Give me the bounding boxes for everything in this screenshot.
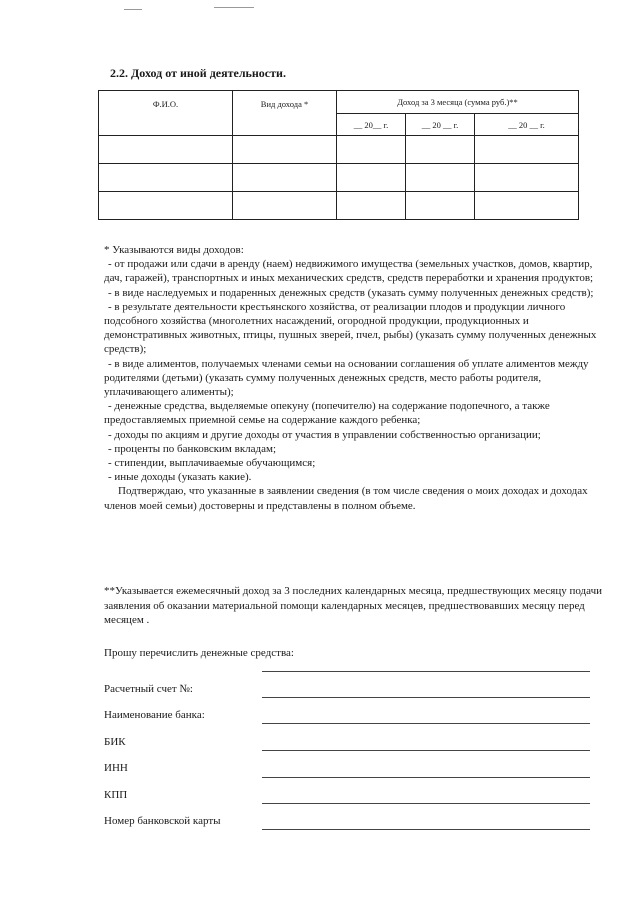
kpp-field[interactable] [262,803,590,804]
note-item: - от продажи или сдачи в аренду (наем) недвижимого имущества (земельных участков, домов, квартир, дач, гаражей), транспортных и иных механических средств, средств переработки и хранения продуктов; [104,258,594,285]
card-number-label: Номер банковской карты [104,815,221,827]
note-item: - иные доходы (указать какие). [108,471,252,484]
bik-field[interactable] [262,750,590,751]
cell-period-2[interactable] [406,164,475,192]
notes-heading: * Указываются виды доходов: [104,244,244,256]
note-item: - в виде наследуемых и подаренных денежных средств (указать сумму полученных денежных средств); [108,286,594,299]
period-3: __ 20 __ г. [475,114,579,136]
cell-period-3[interactable] [475,136,579,164]
header-income-3-months: Доход за 3 месяца (сумма руб.)** [337,91,579,114]
income-table [98,90,579,220]
bank-name-field[interactable] [262,723,590,724]
cell-income-type[interactable] [233,192,337,220]
note-item: - в результате деятельности крестьянского хозяйства, от реализации плодов и продукции личного подсобного хозяйства (многолетних насаждений, огородной продукции, продукционных и демонстративных животных, птицы, пушных зверей, пчел, рыбы) (указать сумму полученных денежных средств); [104,300,597,356]
cell-income-type[interactable] [233,164,337,192]
cell-period-3[interactable] [475,192,579,220]
income-types-notes [104,243,609,513]
cell-period-1[interactable] [337,136,406,164]
period-1: __ 20__ г. [337,114,406,136]
note-item: - денежные средства, выделяемые опекуну (попечителю) на содержание подопечного, а также предоставляемых приемной семье на содержание каждого ребенка; [104,400,550,427]
table-row [99,164,579,192]
section-title: 2.2. Доход от иной деятельности. [110,66,286,80]
note-item: - в виде алиментов, получаемых членами семьи на основании соглашения об уплате алиментов между родителями (детьми) (указать сумму полученных денежных средств, место работы родителя, уплачивающего алименты); [104,357,589,399]
cell-fio[interactable] [99,192,233,220]
bank-name-label: Наименование банка: [104,709,205,721]
scan-mark [124,9,142,10]
cell-period-1[interactable] [337,164,406,192]
cell-period-2[interactable] [406,136,475,164]
inn-field[interactable] [262,777,590,778]
period-2: __ 20 __ г. [406,114,475,136]
cell-period-1[interactable] [337,192,406,220]
confirmation-text: Подтверждаю, что указанные в заявлении сведения (в том числе сведения о моих доходах и доходах членов моей семьи) достоверны и представлены в полном объеме. [104,485,588,512]
account-label: Расчетный счет №: [104,683,193,695]
kpp-label: КПП [104,789,128,801]
monthly-income-note [104,584,612,628]
account-field[interactable] [262,697,590,698]
monthly-note-text: **Указывается ежемесячный доход за 3 последних календарных месяца, предшествующих месяцу подачи заявления об оказании материальной помощи календарных месяцев, предшествовавших месяцу перед месяцем . [104,585,602,626]
card-number-field[interactable] [262,829,590,830]
header-fio: Ф.И.О. [99,91,233,136]
table-row [99,136,579,164]
table-header-row [99,91,579,114]
cell-fio[interactable] [99,136,233,164]
note-item: - стипендии, выплачиваемые обучающимся; [108,457,316,470]
bik-label: БИК [104,736,126,748]
cell-fio[interactable] [99,164,233,192]
header-income-type: Вид дохода * [233,91,337,136]
request-line[interactable] [262,671,590,672]
note-item: - доходы по акциям и другие доходы от участия в управлении собственностью организации; [108,428,541,441]
table-row [99,192,579,220]
cell-period-3[interactable] [475,164,579,192]
cell-income-type[interactable] [233,136,337,164]
cell-period-2[interactable] [406,192,475,220]
transfer-request: Прошу перечислить денежные средства: [104,647,294,659]
scan-mark [214,7,254,8]
note-item: - проценты по банковским вкладам; [108,442,277,455]
inn-label: ИНН [104,762,128,774]
